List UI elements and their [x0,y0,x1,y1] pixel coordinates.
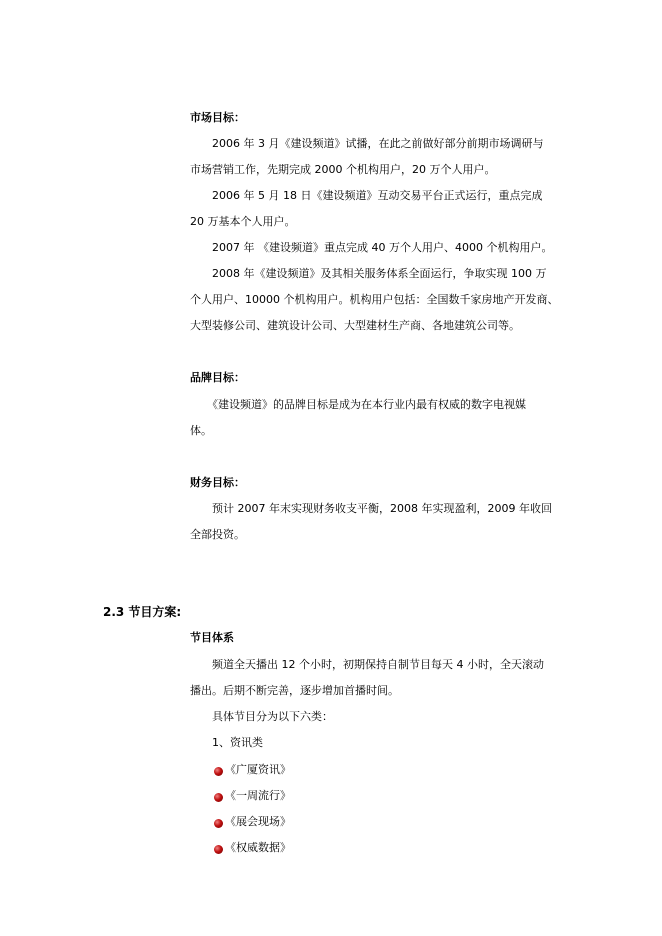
market-heading: 市场目标： [190,111,245,124]
market-line: 市场营销工作，先期完成 2000 个机构用户，20 万个人用户。 [190,163,496,176]
brand-heading: 品牌目标： [190,371,245,384]
bullet-icon [214,767,223,776]
market-line: 2006 年 3 月《建设频道》试播，在此之前做好部分前期市场调研与 [212,137,544,150]
market-line: 大型装修公司、建筑设计公司、大型建材生产商、各地建筑公司等。 [190,319,520,332]
market-line: 20 万基本个人用户。 [190,215,296,228]
section-line: 频道全天播出 12 个小时，初期保持自制节目每天 4 小时，全天滚动 [212,658,544,671]
list-item: 《广厦资讯》 [225,763,291,776]
brand-line: 体。 [190,424,212,437]
market-line: 2006 年 5 月 18 日《建设频道》互动交易平台正式运行，重点完成 [212,189,543,202]
list-item: 《一周流行》 [225,789,291,802]
list-item: 《展会现场》 [225,815,291,828]
section-sub-heading: 节目体系 [190,631,234,644]
bullet-icon [214,819,223,828]
brand-line: 《建设频道》的品牌目标是成为在本行业内最有权威的数字电视媒 [207,398,526,411]
market-line: 2007 年 《建设频道》重点完成 40 万个人用户、4000 个机构用户。 [212,241,553,254]
market-line: 个人用户、10000 个机构用户。机构用户包括：全国数千家房地产开发商、 [190,293,559,306]
section-line: 播出。后期不断完善，逐步增加首播时间。 [190,684,399,697]
section-heading: 2.3 节目方案: [103,605,182,619]
bullet-icon [214,793,223,802]
section-line: 具体节目分为以下六类： [212,710,333,723]
finance-line: 全部投资。 [190,528,245,541]
finance-heading: 财务目标： [190,476,245,489]
bullet-icon [214,845,223,854]
finance-line: 预计 2007 年末实现财务收支平衡，2008 年实现盈利，2009 年收回 [212,502,552,515]
list-item: 《权威数据》 [225,841,291,854]
section-line: 1、资讯类 [212,736,263,749]
market-line: 2008 年《建设频道》及其相关服务体系全面运行，争取实现 100 万 [212,267,547,280]
